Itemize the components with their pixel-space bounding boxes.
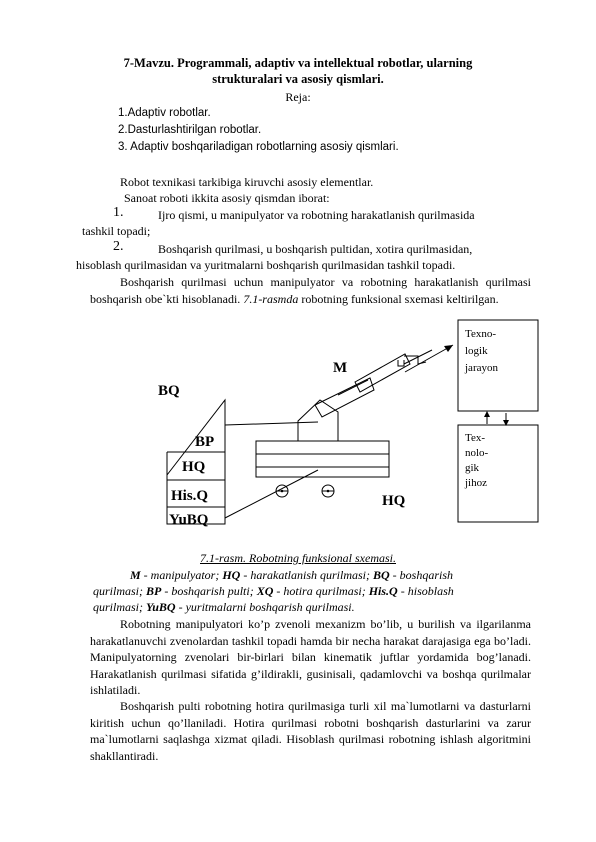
gripper-icon [398, 360, 404, 366]
item-number: 1. [113, 205, 124, 220]
legend-key: YuBQ [146, 600, 176, 614]
item-text: Ijro qismi, u manipulyator va robotning harakatlanish qurilmasida [158, 208, 475, 222]
box2-text: gik [465, 462, 480, 474]
wheel-hub [327, 490, 330, 493]
plan-item: 1.Adaptiv robotlar. [118, 107, 211, 119]
legend-line [93, 600, 355, 615]
arm-line [338, 380, 368, 395]
cart-body [256, 441, 389, 477]
legend-key: BP [146, 584, 162, 598]
arm-link [315, 378, 374, 417]
legend-key: XQ [256, 584, 274, 598]
arrow-head [444, 345, 453, 352]
legend-key: HQ [222, 568, 241, 582]
label-HQ: HQ [182, 459, 206, 475]
intro-line: Sanoat roboti ikkita asosiy qismdan iborat: [124, 191, 330, 205]
paragraph-text: Boshqarish qurilmasi uchun manipulyator va robotning harakatlanish qurilmasi boshqarish obe`kti hisoblanadi. [90, 275, 531, 306]
label-HisQ: His.Q [171, 488, 209, 504]
box2-text: nolo- [465, 447, 489, 459]
legend-text: - hisoblash [397, 584, 454, 598]
box2-text: Tex- [465, 432, 485, 444]
box1-text: jarayon [465, 362, 498, 374]
intro-line: Robot texnikasi tarkibiga kiruvchi asosiy elementlar. [120, 175, 374, 189]
legend-text: qurilmasi; [93, 584, 147, 598]
reja-heading: Reja: [285, 90, 311, 104]
legend-text: - hotira qurilmasi; [273, 584, 369, 598]
box1-text: logik [465, 345, 488, 357]
legend-text: - yuritmalarni boshqarish qurilmasi. [175, 600, 355, 614]
paragraph [90, 274, 531, 307]
arrow-line [405, 345, 453, 372]
robot-functional-diagram [0, 318, 596, 538]
item-text: tashkil topadi; [82, 224, 151, 238]
label-BQ: BQ [158, 383, 180, 399]
box1-text: Texno- [465, 328, 496, 340]
item-text: hisoblash qurilmasidan va yuritmalarni boshqarish qurilmasidan tashkil topadi. [76, 258, 456, 272]
legend-text: - boshqarish [389, 568, 454, 582]
item-text: Boshqarish qurilmasi, u boshqarish pultidan, xotira qurilmasidan, [158, 242, 473, 256]
figure-caption: 7.1-rasm. Robotning funksional sxemasi. [200, 551, 396, 565]
arrow-head [484, 411, 490, 417]
legend-key: BQ [373, 568, 390, 582]
wheel-hub [281, 490, 284, 493]
figure-reference: 7.1-rasmda [243, 291, 299, 306]
paragraph: Boshqarish pulti robotning hotira qurilmasiga turli xil ma`lumotlarni va dasturlarni kiritish uchun qo’llaniladi. Hotira qurilmasi robotni boshqarish dasturlarini va zarur ma`lumotlarni saqlashga xizmat qiladi. Hisoblash qurilmasi robotning ishlash algoritmini shakllantiradi. [90, 699, 531, 763]
item-number: 2. [113, 239, 124, 254]
legend-key: His.Q [368, 584, 398, 598]
legend-text: - boshqarish pulti; [161, 584, 257, 598]
legend-key: M [130, 568, 141, 582]
title-line-2: strukturalari va asosiy qismlari. [212, 72, 384, 86]
legend-text: qurilmasi; [93, 600, 147, 614]
label-M: M [333, 360, 348, 376]
title-line-1: 7-Mavzu. Programmali, adaptiv va intellektual robotlar, ularning [123, 56, 473, 70]
connector-line [225, 422, 318, 425]
column [298, 400, 338, 441]
legend-text: - harakatlanish qurilmasi; [240, 568, 373, 582]
label-HQ-cart: HQ [382, 493, 406, 509]
legend-line [93, 584, 454, 599]
legend-line [130, 568, 453, 583]
arm-link [355, 354, 410, 392]
paragraph-text: robotning funksional sxemasi keltirilgan. [298, 291, 499, 306]
label-YuBQ: YuBQ [169, 512, 209, 528]
plan-item: 2.Dasturlashtirilgan robotlar. [118, 124, 262, 136]
plan-item: 3. Adaptiv boshqariladigan robotlarning asosiy qismlari. [118, 141, 399, 153]
label-BP: BP [195, 434, 215, 450]
paragraph: Robotning manipulyatori ko’p zvenoli mexanizm bo’lib, u burilish va ilgarilanma harakatlanuvchi zvenolardan tashkil topadi hamda bir necha harakat darajasiga ega bo’ladi. Manipulyatorning zvenolari bir-birlari bilan kinematik juftlar yordamida bog’lanadi. Harakatlanish qurilmasi sifatida g’ildirakli, gusinisali, qadamlovchi va boshqa qurilmalar ishlatiladi. [90, 617, 531, 697]
box2-text: jihoz [465, 477, 487, 489]
legend-text: - manipulyator; [140, 568, 223, 582]
